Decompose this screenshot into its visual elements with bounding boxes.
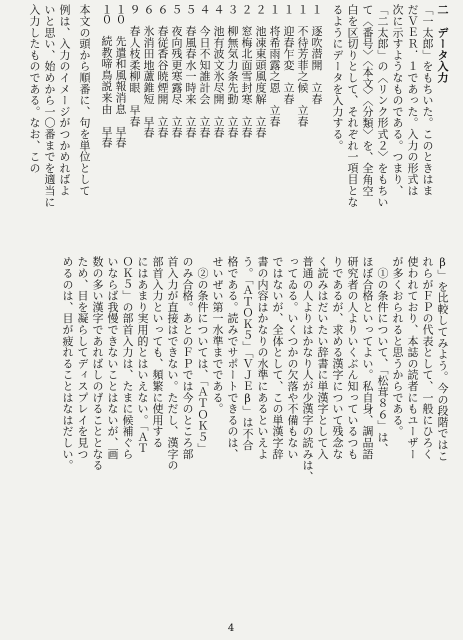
entry-number: ９	[128, 4, 141, 14]
entry-label: 立春	[296, 104, 309, 128]
entry-label: 立春	[226, 115, 239, 139]
text-line: にはあまり実用的とはいえない。「ＡＴ	[136, 256, 149, 454]
entry-number: １	[310, 4, 323, 14]
entry-text: 逐吹潜開	[310, 25, 323, 71]
entry-text: 柳無気力条先動	[226, 25, 239, 105]
bottom-section	[0, 256, 463, 618]
entry-label: 立春	[310, 81, 323, 105]
data-entry	[155, 4, 169, 252]
entry-number: ４	[198, 4, 211, 14]
data-entry	[309, 4, 323, 252]
entry-text: 氷消田地蘆錐短	[142, 25, 155, 105]
entry-text: 将希雨露之恩	[268, 25, 281, 94]
text-line: ってゐる。いくつかの欠落や不備もない	[286, 256, 299, 460]
data-entry	[141, 4, 155, 252]
entry-text: 春人枝柔柳眼	[128, 25, 141, 94]
entry-number: ５	[170, 4, 183, 14]
entry-text: 不待芳菲之候	[296, 25, 309, 94]
text-line: ほぼ合格といってよい。私自身、調品語	[361, 256, 374, 460]
entry-number: ２	[240, 4, 253, 14]
entry-number: ３	[226, 4, 239, 14]
text-line: ではないが、全体として、この単漢字辞	[271, 256, 284, 460]
entry-text: 続教啼鳥説来由	[100, 35, 113, 115]
entry-number: １	[268, 4, 281, 14]
text-line: 格である。読みでサポートできるのは、	[226, 256, 239, 460]
entry-number: ５	[184, 4, 197, 14]
text-line: 「二太郎」の〈リンク形式２〉をもちい	[376, 4, 389, 208]
text-line: 部首入力といっても、頻繁に使用する	[151, 256, 164, 449]
entry-number: １	[296, 4, 309, 14]
text-line: せいぜい第一水準までである。	[211, 256, 224, 415]
entry-number: ４	[212, 4, 225, 14]
entry-number: １０	[100, 4, 113, 24]
entry-text: 春従香谷暁煙開	[156, 25, 169, 105]
entry-label: 立春	[268, 104, 281, 128]
top-section	[0, 4, 463, 252]
entry-label: 立春	[170, 115, 183, 139]
entry-text: 今日不知誰計会	[198, 25, 211, 105]
entry-label: 立春	[282, 81, 295, 105]
entry-label: 早春	[128, 104, 141, 128]
text-line: 書の内容はかなりの水準にあるといえよ	[256, 256, 269, 460]
data-entry	[197, 4, 211, 252]
text-line: ＯＫ５」の部首入力は、たまに候補ぐら	[121, 256, 134, 460]
entry-text: 春風春水一時来	[184, 25, 197, 105]
entry-label: 立春	[198, 115, 211, 139]
text-line: く読みはだいたい辞書に単漢字として入	[316, 256, 329, 460]
data-entry	[211, 4, 225, 252]
text-line: て〈番号〉〈本文〉〈分類〉を、全角空	[361, 4, 374, 197]
entry-text: 迎春乍変	[282, 25, 295, 71]
entry-label: 立春	[254, 115, 267, 139]
text-line: いと思い、始めから一〇番までを適当に	[43, 4, 56, 208]
text-line: ②の条件については、「ＡＴＯＫ５」	[196, 256, 209, 454]
entry-label: 立春	[184, 115, 197, 139]
data-entry	[253, 4, 267, 252]
text-line: 数の多い漢字であればしのげることとなる	[91, 256, 104, 471]
data-entry	[295, 4, 309, 252]
data-entry	[281, 4, 295, 252]
text-line: めるのは、目が疲れることはなはだしい。	[61, 256, 74, 471]
entry-label: 立春	[240, 115, 253, 139]
text-line: 使われており、本誌の読者にもユーザー	[406, 256, 419, 460]
text-line: 首入力が直接はできない。ただし、漢字の	[166, 256, 179, 471]
text-line: 次に示すようなものである。つまり、	[391, 4, 404, 197]
text-line: れらがＦＰの代表として、一般にひろく	[421, 256, 434, 460]
data-entry	[239, 4, 253, 252]
text-line: 例は、入力のイメージがつかめればよ	[58, 4, 71, 197]
entry-label: 早春	[114, 125, 127, 149]
text-line: う。「ＡＴＯＫ５」「ＶＪＥβ」は不合	[241, 256, 254, 451]
entry-label: 早春	[100, 125, 113, 149]
text-line: いならば我慢できないことはないが、画	[106, 256, 119, 460]
entry-label: 立春	[212, 115, 225, 139]
text-line: 入力したものである。なお、この	[28, 4, 41, 174]
text-line: β」を比較してみよう。今の段階ではこ	[436, 256, 449, 462]
entry-text: 池凍東頭風度解	[254, 25, 267, 105]
entry-number: １	[282, 4, 295, 14]
entry-text: 窓梅北面雪封寒	[240, 25, 253, 105]
data-entry	[127, 4, 141, 252]
data-entry	[267, 4, 281, 252]
entry-label: 立春	[156, 115, 169, 139]
entry-text: 夜向残更寒露尽	[170, 25, 183, 105]
text-line: 本文の頭から順番に、句を単位として	[78, 4, 91, 197]
text-line: ①の条件について、「松茸８６」は、	[376, 256, 389, 454]
data-entry	[113, 4, 127, 252]
text-line: 「一太郎」をもちいた。このときはま	[421, 4, 434, 197]
text-line: 白を区切りとして、それぞれ一項目とな	[346, 4, 359, 208]
data-entry	[99, 4, 113, 252]
data-entry	[169, 4, 183, 252]
entry-label: 早春	[142, 115, 155, 139]
section-heading: 二 データ入力	[436, 4, 449, 84]
text-line: るようにデータを入力する。	[331, 4, 344, 151]
text-line: が多くおられると思うからである。	[391, 256, 404, 437]
entry-number: ６	[142, 4, 155, 14]
data-entry	[225, 4, 239, 252]
text-line: だＶＥＲ．１であった。入力の形式は	[406, 4, 419, 197]
entry-number: ２	[254, 4, 267, 14]
data-entry	[183, 4, 197, 252]
entry-text: 先遣和風報消息	[114, 35, 127, 115]
text-line: のみ合格。あとのＦＰでは今のところ部	[181, 256, 194, 460]
page-number: 4	[227, 623, 236, 634]
entry-text: 池有波文氷尽開	[212, 25, 225, 105]
text-line: ため、目を凝らしてディスプレイを見つ	[76, 256, 89, 460]
text-line: りであるが、求める漢字について残念な	[331, 256, 344, 460]
text-line: 普通の人よりはかなり人が少漢字の読みは、	[301, 256, 314, 482]
entry-number: １０	[114, 4, 127, 24]
text-line: 研究者の人よりいくぶん知っているつも	[346, 256, 359, 460]
entry-number: ６	[156, 4, 169, 14]
